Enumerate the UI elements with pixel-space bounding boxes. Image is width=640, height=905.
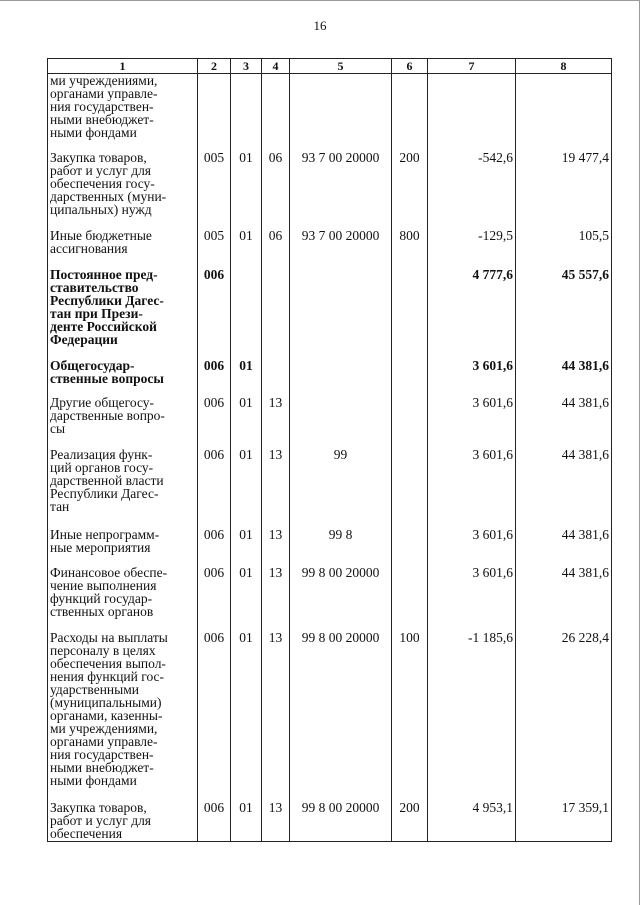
column-header: 2 [198,59,231,74]
table-row [48,528,612,566]
cell-change-amount: 3 601,6 [428,448,516,528]
cell-section: 01 [231,229,262,268]
column-header: 7 [428,59,516,74]
row-name: ми учреждениями, органами управле- ния государствен- ными внебюджет- ными фондами [48,74,198,152]
row-name: Общегосудар- ственные вопросы [48,359,198,396]
table-row [48,151,612,229]
cell-section: 01 [231,566,262,631]
cell-ministry: 006 [198,631,231,801]
cell-subsection [262,268,290,359]
cell-subsection [262,74,290,152]
cell-expense-type [392,268,428,359]
cell-subsection: 13 [262,566,290,631]
cell-section [231,268,262,359]
cell-section: 01 [231,801,262,842]
cell-ministry [198,74,231,152]
row-name: Финансовое обеспе- чение выполнения функций государ- ственных органов [48,566,198,631]
cell-target-article: 93 7 00 20000 [290,151,392,229]
table-row [48,566,612,631]
table-row [48,229,612,268]
budget-table [47,58,612,842]
cell-target-article [290,359,392,396]
cell-total-amount: 19 477,4 [516,151,612,229]
page-number: 16 [313,18,327,33]
cell-target-article: 93 7 00 20000 [290,229,392,268]
cell-subsection [262,359,290,396]
cell-target-article: 99 [290,448,392,528]
cell-ministry: 006 [198,801,231,842]
cell-total-amount: 44 381,6 [516,359,612,396]
cell-change-amount: 3 601,6 [428,396,516,448]
table-row [48,448,612,528]
table-row [48,801,612,842]
cell-ministry: 006 [198,268,231,359]
table-row [48,396,612,448]
cell-expense-type [392,448,428,528]
cell-change-amount: -542,6 [428,151,516,229]
cell-change-amount: 3 601,6 [428,528,516,566]
header-row [48,59,612,74]
cell-total-amount: 44 381,6 [516,396,612,448]
cell-total-amount: 17 359,1 [516,801,612,842]
cell-expense-type [392,74,428,152]
row-name: Закупка товаров, работ и услуг для обеспечения госу- дарственных (муни- ципальных) нужд [48,151,198,229]
column-header: 6 [392,59,428,74]
cell-expense-type [392,359,428,396]
cell-total-amount: 45 557,6 [516,268,612,359]
cell-change-amount: -129,5 [428,229,516,268]
row-name: Постоянное пред- ставительство Республики Дагес- тан при Прези- денте Российской Федерации [48,268,198,359]
cell-ministry: 006 [198,448,231,528]
cell-expense-type: 200 [392,801,428,842]
cell-ministry: 005 [198,229,231,268]
row-name: Закупка товаров, работ и услуг для обеспечения [48,801,198,842]
cell-section [231,74,262,152]
table-row [48,268,612,359]
column-header: 4 [262,59,290,74]
table-row [48,359,612,396]
cell-target-article: 99 8 00 20000 [290,566,392,631]
scan-edge-top [0,0,640,1]
cell-target-article: 99 8 00 20000 [290,801,392,842]
column-header: 5 [290,59,392,74]
cell-ministry: 005 [198,151,231,229]
cell-ministry: 006 [198,359,231,396]
row-name: Иные непрограмм- ные мероприятия [48,528,198,566]
cell-target-article [290,268,392,359]
cell-total-amount: 44 381,6 [516,566,612,631]
cell-subsection: 13 [262,801,290,842]
column-header: 1 [48,59,198,74]
table-row [48,631,612,801]
cell-target-article: 99 8 00 20000 [290,631,392,801]
cell-expense-type: 100 [392,631,428,801]
cell-expense-type [392,528,428,566]
row-name: Другие общегосу- дарственные вопро- сы [48,396,198,448]
row-name: Расходы на выплаты персоналу в целях обеспечения выпол- нения функций гос- ударственными (муниципальными) органами, казенны- ми учреждениями, органами управле- ния государствен- ными внебюджет- ными фондами [48,631,198,801]
cell-total-amount: 26 228,4 [516,631,612,801]
cell-subsection: 13 [262,448,290,528]
cell-total-amount: 105,5 [516,229,612,268]
cell-change-amount: -1 185,6 [428,631,516,801]
cell-section: 01 [231,396,262,448]
cell-section: 01 [231,528,262,566]
cell-section: 01 [231,359,262,396]
cell-total-amount [516,74,612,152]
cell-total-amount: 44 381,6 [516,528,612,566]
cell-change-amount: 4 953,1 [428,801,516,842]
cell-subsection: 13 [262,631,290,801]
cell-subsection: 06 [262,151,290,229]
table-row [48,74,612,152]
cell-subsection: 13 [262,396,290,448]
cell-expense-type: 200 [392,151,428,229]
cell-section: 01 [231,631,262,801]
column-header: 3 [231,59,262,74]
cell-change-amount: 3 601,6 [428,566,516,631]
cell-target-article: 99 8 [290,528,392,566]
cell-target-article [290,396,392,448]
cell-change-amount: 4 777,6 [428,268,516,359]
cell-subsection: 06 [262,229,290,268]
cell-total-amount: 44 381,6 [516,448,612,528]
cell-expense-type [392,396,428,448]
cell-section: 01 [231,448,262,528]
cell-expense-type: 800 [392,229,428,268]
cell-section: 01 [231,151,262,229]
cell-ministry: 006 [198,528,231,566]
cell-expense-type [392,566,428,631]
cell-subsection: 13 [262,528,290,566]
cell-ministry: 006 [198,566,231,631]
row-name: Иные бюджетные ассигнования [48,229,198,268]
cell-change-amount: 3 601,6 [428,359,516,396]
row-name: Реализация функ- ций органов госу- дарственной власти Республики Дагес- тан [48,448,198,528]
cell-change-amount [428,74,516,152]
column-header: 8 [516,59,612,74]
cell-target-article [290,74,392,152]
cell-ministry: 006 [198,396,231,448]
